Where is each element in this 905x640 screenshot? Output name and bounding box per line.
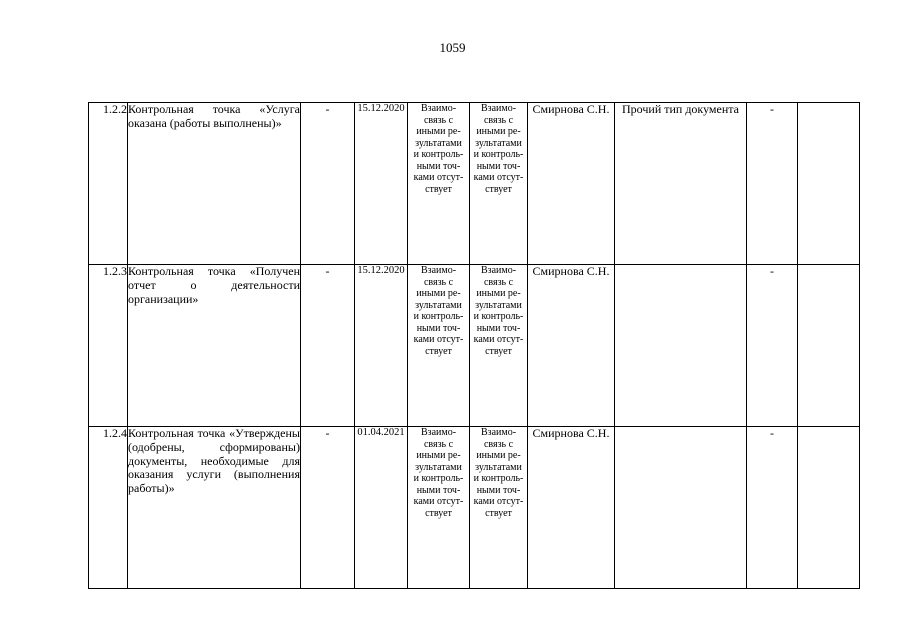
dash-cell: - [301, 265, 355, 427]
relation-text-line: иными ре- [416, 450, 461, 461]
document-type-cell [615, 427, 747, 589]
relation-cell-1 [408, 265, 470, 427]
relation-cell-2 [470, 427, 528, 589]
control-point-name-cell: Контрольная точка «Получен отчет о деятельности организации» [128, 265, 301, 427]
table-row [89, 427, 860, 589]
table-row [89, 265, 860, 427]
dash-cell-2: - [747, 103, 798, 265]
document-type-cell [615, 265, 747, 427]
relation-cell-1 [408, 103, 470, 265]
control-point-name-cell: Контрольная точка «Услуга оказана (работы выполнены)» [128, 103, 301, 265]
relation-text-line: зультатами [415, 137, 462, 149]
control-point-name-cell: Контрольная точка «Утверждены (одобрены, сформированы) документы, необходимые для оказания услуги (выполнения работы)» [128, 427, 301, 589]
row-number-cell: 1.2.4 [89, 427, 128, 589]
relation-text-line: зультатами [415, 299, 462, 311]
date-cell: 15.12.2020 [355, 265, 408, 427]
relation-text-line: связь с [483, 438, 514, 450]
dash-cell: - [301, 427, 355, 589]
responsible-person-cell: Смирнова С.Н. [528, 427, 615, 589]
relation-text-line: и контроль- [413, 473, 464, 484]
relation-text-line: и контроль- [413, 149, 464, 160]
relation-text-line: иными ре- [476, 126, 521, 137]
relation-text-line: ствует [485, 345, 512, 357]
relation-text-line: ными точ- [476, 160, 521, 172]
page-number: 1059 [439, 40, 466, 55]
relation-text-line: зультатами [475, 137, 522, 149]
relation-text-line: и контроль- [473, 149, 524, 160]
relation-text-line: ными точ- [416, 484, 461, 496]
relation-text-line: связь с [423, 114, 454, 126]
relation-text-line: Взаимо- [480, 427, 517, 438]
table-row [89, 103, 860, 265]
relation-text-line: ствует [485, 507, 512, 519]
relation-text-line: ными точ- [416, 322, 461, 334]
relation-text-line: Взаимо- [480, 103, 517, 114]
last-cell [798, 103, 860, 265]
relation-text-line: и контроль- [413, 311, 464, 322]
control-points-table [88, 102, 860, 589]
relation-text-line: ками отсут- [473, 172, 524, 183]
relation-text-line: иными ре- [416, 126, 461, 137]
relation-text-line: иными ре- [476, 288, 521, 299]
relation-text-line: ными точ- [416, 160, 461, 172]
relation-text-line: связь с [423, 438, 454, 450]
relation-text-line: ствует [425, 345, 452, 357]
relation-text-line: Взаимо- [420, 427, 457, 438]
relation-text-line: связь с [483, 114, 514, 126]
document-type-cell: Прочий тип документа [615, 103, 747, 265]
date-cell: 01.04.2021 [355, 427, 408, 589]
last-cell [798, 265, 860, 427]
date-cell: 15.12.2020 [355, 103, 408, 265]
relation-text-line: и контроль- [473, 473, 524, 484]
relation-text-line: ками отсут- [413, 334, 464, 345]
relation-text-line: ками отсут- [413, 496, 464, 507]
relation-cell-2 [470, 103, 528, 265]
relation-text-line: ствует [425, 507, 452, 519]
relation-text-line: связь с [423, 276, 454, 288]
responsible-person-cell: Смирнова С.Н. [528, 265, 615, 427]
relation-cell-2 [470, 265, 528, 427]
relation-text-line: иными ре- [416, 288, 461, 299]
relation-cell-1 [408, 427, 470, 589]
relation-text-line: ками отсут- [473, 334, 524, 345]
relation-text-line: зультатами [415, 461, 462, 473]
relation-text-line: ками отсут- [413, 172, 464, 183]
dash-cell-2: - [747, 265, 798, 427]
relation-text-line: зультатами [475, 299, 522, 311]
relation-text-line: Взаимо- [420, 103, 457, 114]
relation-text-line: и контроль- [473, 311, 524, 322]
relation-text-line: Взаимо- [420, 265, 457, 276]
dash-cell: - [301, 103, 355, 265]
relation-text-line: ками отсут- [473, 496, 524, 507]
dash-cell-2: - [747, 427, 798, 589]
relation-text-line: связь с [483, 276, 514, 288]
row-number-cell: 1.2.2 [89, 103, 128, 265]
responsible-person-cell: Смирнова С.Н. [528, 103, 615, 265]
row-number-cell: 1.2.3 [89, 265, 128, 427]
relation-text-line: ствует [425, 183, 452, 195]
relation-text-line: ными точ- [476, 322, 521, 334]
relation-text-line: ствует [485, 183, 512, 195]
last-cell [798, 427, 860, 589]
relation-text-line: Взаимо- [480, 265, 517, 276]
relation-text-line: ными точ- [476, 484, 521, 496]
relation-text-line: зультатами [475, 461, 522, 473]
relation-text-line: иными ре- [476, 450, 521, 461]
